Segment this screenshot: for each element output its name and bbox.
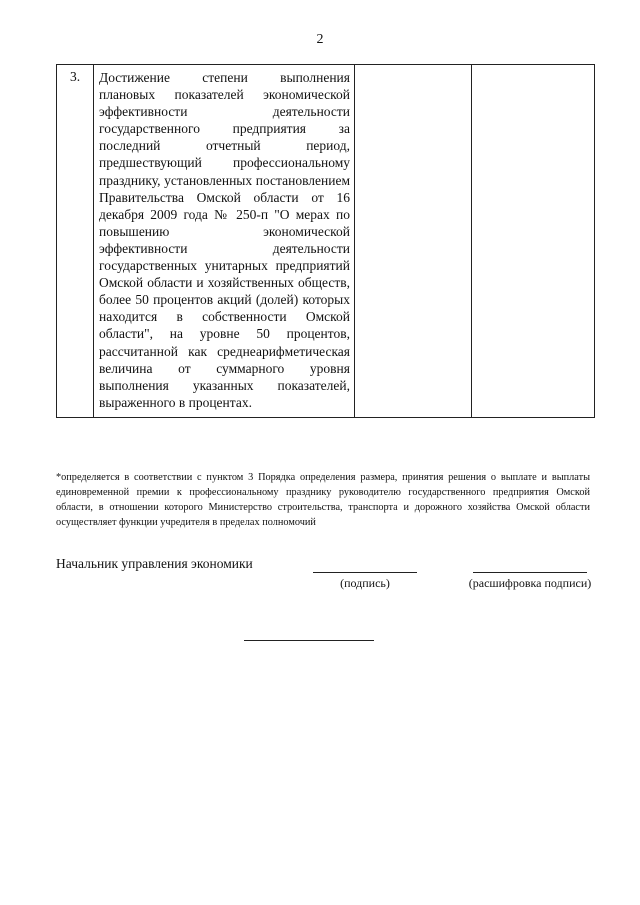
criterion-text: Достижение степени выполнения плановых показателей экономической эффективности деятельности государственного предприятия за последний отчетный период, предшествующий профессиональному празднику, установленных постановлением Правительства Омской области от 16 декабря 2009 года № 250-п "О мерах по повышению экономической эффективности деятельности государственных унитарных предприятий Омской области и хозяйственных обществ, более 50 процентов акций (долей) которых находится в собственности Омской области", на уровне 50 процентов, рассчитанной как среднеарифметическая величина от суммарного уровня выполнения указанных показателей, выраженного в процентах. [99,70,350,410]
row-number: 3. [69,69,81,84]
value-cell [355,65,472,418]
separator-line [244,640,374,641]
page-number: 2 [316,32,324,47]
signature-line [313,572,417,573]
premium-cell [472,65,595,418]
decoding-line [473,572,587,573]
signature-caption: (подпись) [340,576,390,590]
footnote: *определяется в соответствии с пунктом 3 Порядка определения размера, принятия решения о выплате и выплаты единовременной премии к профессиональному празднику руководителю государственного предприятия Омской области, в отношении которого Министерство строительства, транспорта и дорожного хозяйства Омской области осуществляет функции учредителя в пределах полномочий [56,472,590,528]
decoding-caption: (расшифровка подписи) [468,576,592,590]
criterion-cell [94,65,355,418]
signer-title: Начальник управления экономики [56,556,253,571]
row-number-cell [57,65,94,418]
criteria-table [56,64,595,418]
table-row [57,65,595,418]
